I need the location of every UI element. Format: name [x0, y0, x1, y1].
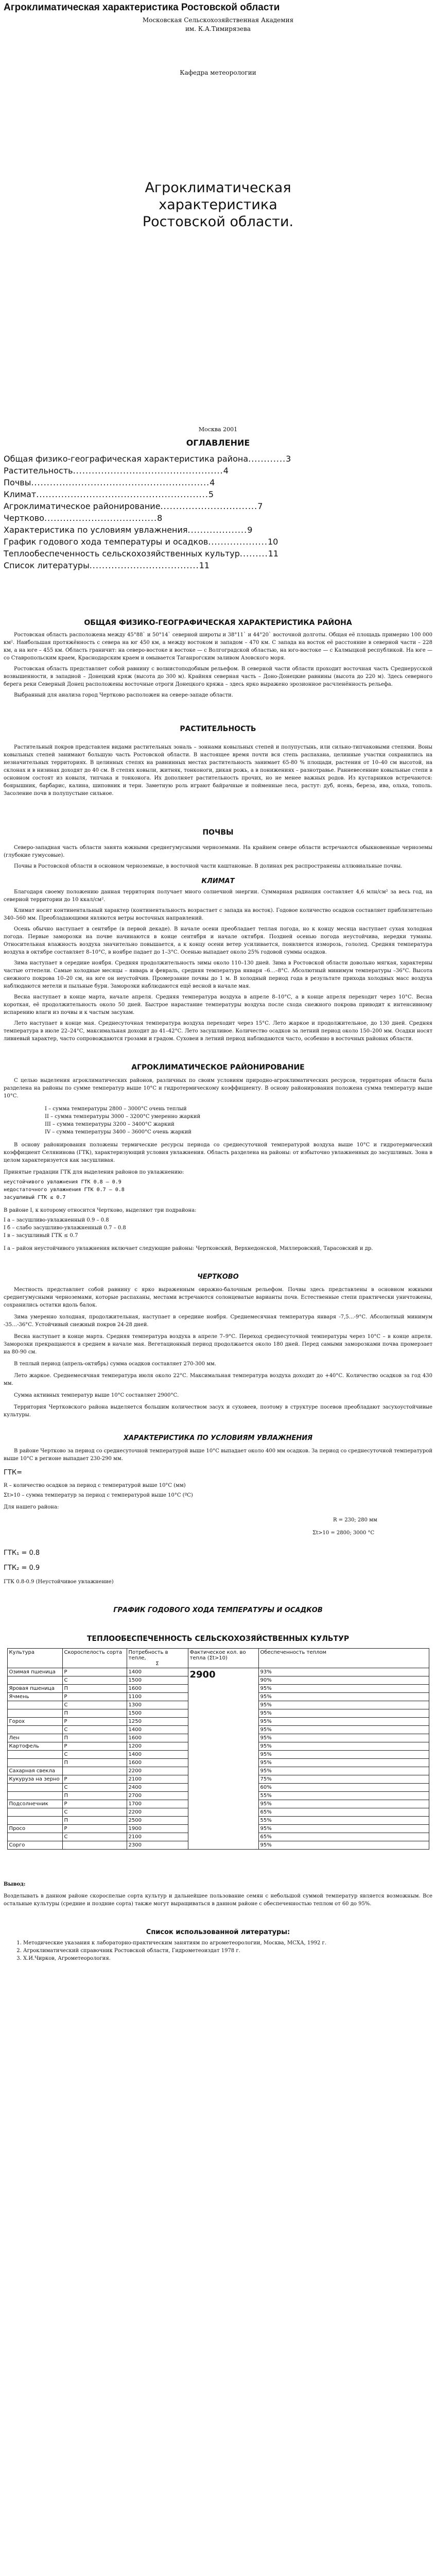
paragraph: ГТК 0.8-0.9 (Неустойчивое увлажнение)	[4, 1579, 114, 1585]
city-year: Москва 2001	[198, 426, 238, 433]
table-cell: П	[62, 1792, 127, 1800]
literature-item: 3. Х.И.Чирков, Агрометеорология.	[23, 1955, 432, 1962]
toc-item-dots: ................................................	[73, 466, 223, 476]
table-cell: 1600	[127, 1759, 188, 1767]
table-cell: П	[62, 1734, 127, 1742]
toc-item-page: 10	[267, 537, 278, 547]
toc-item-dots: .........	[239, 549, 268, 558]
table-cell: 1300	[127, 1701, 188, 1709]
table-cell	[7, 1701, 62, 1709]
literature-item: 2. Агроклиматический справочник Ростовской области, Гидрометеоиздат 1978 г.	[23, 1947, 432, 1955]
table-cell: 1200	[127, 1742, 188, 1751]
table-cell: 95%	[258, 1718, 429, 1726]
paragraph: Ростовская область расположена между 45°88` и 50°14` северной широты и 38°11` и 44°20` восточной долготы. Общая её площадь примерно 100 000 км². Наибольшая протяжённость с севера на юг 450 км, а между востоком и западом – 470 км. С запада на восток её расстояние в северной части – 228 км, а на юге – 455 км. Область граничит: на северо-востоке и востоке — с Волгоградской областью, на юго-востоке — с Калмыцкой республикой. На юге — со Ставропольским краем, Краснодарским краем и омывается Таганрогским заливом Азовского моря.	[4, 632, 432, 661]
section-title-heat-supply: ТЕПЛООБЕСПЕЧЕННОСТЬ СЕЛЬСКОХОЗЯЙСТВЕННЫХ КУЛЬТУР	[86, 1635, 350, 1643]
paragraph: I а – район неустойчивого увлажнения включает следующие районы: Чертковский, Верхнедонской, Миллеровский, Тарасовский и др.	[4, 1246, 373, 1251]
table-cell: Картофель	[7, 1742, 62, 1751]
table-cell: Р	[62, 1800, 127, 1808]
table-row	[7, 1668, 429, 1676]
table-cell: 95%	[258, 1734, 429, 1742]
table-cell: 2300	[127, 1841, 188, 1850]
paragraph: Растительный покров представлен видами растительных зональ – зоннами ковыльных степей и полупустынь, или сильно-типчаковыми степями. Воны ковыльных степей занимают большую часть Ростовской области. В настоящее время почти вся степь распахана, целинные участки сохранились на незначительных территориях. В целинных степях на равнинных местах растительность занимает 65-80 % площади, растения от 10–40 см высотой, на склонах и в низинах доходят до 40 см. В степях ковыли, житняк, тонконоги, дикая рожь, а в понижениях – разнотравье. Ранневесенние ковыльные степи в основном состоят из ковыля, типчака и тонконога. Их дополняет растительность прочих, но не менее важных родов. Из кустарников встречаются: боярышник, барбарис, калина, шиповник и терн. Заметную роль играют байрачные и пойменные леса, растут: дуб, ясень, береза, ива, ольха, тополь. Засоление почв в полупустыне сильное.	[4, 744, 432, 796]
table-cell: Р	[62, 1742, 127, 1751]
toc-item-page: 3	[286, 454, 291, 464]
section-title-soils: ПОЧВЫ	[202, 828, 234, 837]
column-header: Фактическое кол. во тепла (Σt>10)	[188, 1649, 258, 1668]
list-item: I б – слабо засушливо-увлажненный 0.7 – 0.8	[4, 1225, 126, 1231]
paragraph: Ростовская область представляет собой равнину с волнистоподобным рельефом. В северной части области проходит восточная часть Среднерусской возвышенности, в западной – Донецкий кряж (высота до 300 м). Крайняя северная часть – Доно-Донецкие равнины (высота до 220 м). Здесь северного берега реки Северный Донец расположены восточные отроги Донецкого кряжа – здесь ярко выражено эрозионное расчленённость рельефа.	[4, 666, 432, 687]
table-cell: С	[62, 1701, 127, 1709]
paragraph: Для нашего района:	[4, 1504, 59, 1510]
section-title-graph: ГРАФИК ГОДОВОГО ХОДА ТЕМПЕРАТУРЫ И ОСАДКОВ	[113, 1606, 323, 1614]
table-cell: 1600	[127, 1685, 188, 1693]
table-cell: 65%	[258, 1833, 429, 1841]
department-label: Кафедра метеорологии	[180, 69, 256, 76]
heat-supply-table	[7, 1648, 429, 1850]
toc-item-dots: ...................	[208, 537, 268, 547]
paragraph: Сумма активных температур выше 10°С составляет 2900°С.	[14, 1393, 179, 1398]
table-cell: 95%	[258, 1701, 429, 1709]
toc-item-text: Характеристика по условиям увлажнения	[4, 525, 188, 535]
zoning-conditions-list	[4, 1105, 432, 1136]
toc-item-text: Почвы	[4, 478, 31, 487]
table-cell: 95%	[258, 1841, 429, 1850]
table-cell: 95%	[258, 1726, 429, 1734]
table-cell	[7, 1751, 62, 1759]
section-title-zoning: АГРОКЛИМАТИЧЕСКОЕ РАЙОНИРОВАНИЕ	[131, 1063, 305, 1072]
paragraph: Местность представляет собой равнину с ярко выраженным овражно-балочным рельефом. Почвы здесь представлены в основном южными среднегумусными черноземами, которые распаханы, местами встречаются солонцеватые варианты почв. Естественные степи практически уничтожены, сохранились остатки вдоль балок.	[4, 1287, 432, 1308]
table-cell: 93%	[258, 1668, 429, 1676]
table-cell: П	[62, 1759, 127, 1767]
list-item: I в – засушливый ГТК ≤ 0.7	[4, 1233, 78, 1239]
table-cell: Р	[62, 1718, 127, 1726]
toc-item-dots: ....................................	[44, 513, 158, 523]
toc-item[interactable]	[4, 561, 432, 570]
table-cell: С	[62, 1726, 127, 1734]
table-cell: 95%	[258, 1825, 429, 1833]
toc-item-page: 11	[199, 561, 210, 570]
toc-item-page: 8	[157, 513, 163, 523]
section-title-vegetation: РАСТИТЕЛЬНОСТЬ	[180, 725, 256, 733]
list-item: недостаточного увлажнения ГТК 0.7 – 0.8	[4, 1187, 125, 1193]
org-line-1: Московская Сельскохозяйственная Академия	[142, 16, 294, 24]
actual-heat-cell: 2900	[188, 1668, 258, 1850]
table-cell: П	[62, 1685, 127, 1693]
table-cell	[62, 1767, 127, 1775]
conclusion-text: Возделывать в данном районе скороспелые сорта культур и дальнейшее пользование семян с небольшой суммой температур является возможным. Все остальные культуры (средние и поздние сорта) также могут выращиваться в данном районе с обеспеченностью теплом от 60 до 95%.	[4, 1893, 432, 1907]
paragraph: В основу районирования положены термические ресурсы периода со среднесуточной температурой воздуха выше 10°С и гидротермический коэффициент Селянинова (ГТК), характеризующий условия увлажнения. Область разделена на районы: от избыточно увлажненных до засушливых. Зона в целом характеризуется как засушливая.	[4, 1142, 432, 1163]
column-header-text: Потребность в тепле,	[128, 1650, 168, 1661]
list-item: засушливый ГТК ≤ 0.7	[4, 1195, 66, 1200]
table-cell: С	[62, 1784, 127, 1792]
paragraph: Северо-западная часть области занята южными среднегумусными черноземами. На крайнем севере области встречаются обыкновенные черноземы (глубокие гумусовые).	[4, 845, 432, 858]
table-cell: П	[62, 1709, 127, 1718]
toc-item-text: Растительность	[4, 466, 73, 476]
table-header-row	[7, 1649, 429, 1668]
toc-item-text: Климат	[4, 489, 37, 499]
literature-item: 1. Методические указания к лабораторно-практическим занятиям по агрометеорологии, Москва, МСХА, 1992 г.	[23, 1939, 432, 1947]
paragraph: Весна наступает в конце марта. Средняя температура воздуха в апреле 7–9°С. Переход среднесуточной температуры через 10°С – в конце апреля. Заморозки прекращаются в среднем в начале мая. Вегетационный период продолжается около 180 дней. Перед самыми заморозками почва промерзает на 80-90 см.	[4, 1334, 432, 1355]
toc-item-dots: ............	[248, 454, 286, 464]
table-cell: 1900	[127, 1825, 188, 1833]
column-header: Обеспеченность теплом	[258, 1649, 429, 1668]
table-cell: 1100	[127, 1693, 188, 1701]
table-cell: Подсолнечник	[7, 1800, 62, 1808]
paragraph: Лето жаркое. Среднемесячная температура июля около 22°С. Максимальная температура воздуха доходит до +40°С. Количество осадков за год 430 мм.	[4, 1373, 432, 1386]
toc-item-text: Агроклиматическое районирование	[4, 501, 161, 511]
table-cell: 1500	[127, 1676, 188, 1685]
toc-item-page: 5	[208, 489, 214, 499]
section-title-literature: Список использованной литературы:	[146, 1928, 290, 1936]
table-cell: 65%	[258, 1808, 429, 1817]
cover-title-line-1: Агроклиматическая	[145, 180, 291, 196]
table-cell	[7, 1833, 62, 1841]
table-cell: 2700	[127, 1792, 188, 1800]
table-cell: 1400	[127, 1726, 188, 1734]
table-cell: Р	[62, 1693, 127, 1701]
paragraph: Благодаря своему положению данная территория получает много солнечной энергии. Суммарная радиация составляет 4,6 млн/см² за весь год, на северной территории до 10 ккал/см².	[4, 889, 432, 903]
gtk-formula-label: ГТК=	[4, 1469, 22, 1477]
table-cell: 55%	[258, 1792, 429, 1800]
table-cell	[7, 1759, 62, 1767]
toc-item-dots: ...............................	[160, 501, 258, 511]
cover-title-line-2: характеристика	[159, 197, 277, 213]
table-cell: 2100	[127, 1833, 188, 1841]
toc-item-page: 11	[268, 549, 279, 558]
gtk-value-2: ГТК₂ = 0.9	[4, 1564, 40, 1572]
table-cell: С	[62, 1676, 127, 1685]
table-cell: 95%	[258, 1800, 429, 1808]
list-item: I а – засушливо-увлажненный 0.9 – 0.8	[4, 1217, 109, 1223]
table-cell: Р	[62, 1668, 127, 1676]
org-line-2: им. К.А.Тимирязева	[185, 25, 251, 32]
column-header	[127, 1649, 188, 1668]
toc-item-text: График годового хода температуры и осадков	[4, 537, 208, 547]
table-cell: Кукуруза на зерно	[7, 1775, 62, 1784]
table-cell	[7, 1726, 62, 1734]
table-cell: С	[62, 1833, 127, 1841]
paragraph: Лето наступает в конце мая. Среднесуточная температура воздуха переходит через 15°С. Лето жаркое и продолжительное, до 130 дней. Средняя температура в июле 22–24°С, максимальная доходит до 41–42°С. Лето засушливое. Количество осадков за летний период около 150–200 мм. Осадки носят ливневый характер, часто сопровождаются грозами и градом. Суховеи в летний период наблюдаются часто, особенно в восточных районах области.	[4, 1021, 432, 1042]
toc-item[interactable]	[4, 525, 432, 535]
list-item: неустойчивого увлажнения ГТК 0.8 – 0.9	[4, 1179, 121, 1185]
table-cell: Горох	[7, 1718, 62, 1726]
paragraph: Почвы в Ростовской области в основном черноземные, в восточной части каштановые. В долинах рек распространены аллювиальные почвы.	[14, 863, 403, 869]
table-cell: 1500	[127, 1709, 188, 1718]
list-item: IV – сумма температуры 3400 – 3600°С очень жаркий	[45, 1129, 191, 1135]
table-cell: Лен	[7, 1734, 62, 1742]
calc-line: Σt>10 = 2800; 3000 °С	[312, 1530, 375, 1536]
paragraph: Зима наступает в середине ноября. Средняя продолжительность зимы около 110–130 дней. Зима в Ростовской области довольно мягкая, характерны частые оттепели. Самые холодные месяцы – январь и февраль, средняя температура января –6…–8°С. Абсолютный минимум температуры –36°С. Высота снежного покрова 10–20 см, на юге он неустойчив. Промерзание почвы до 1 м. В холодный период года в результате прихода холодных масс воздуха наблюдаются метели и пыльные бури. Заморозки наблюдаются ещё весной в начале мая.	[4, 960, 432, 989]
toc-item-dots: .........................................................	[31, 478, 210, 487]
column-header-unit: Σ	[155, 1661, 159, 1667]
table-cell: Р	[62, 1825, 127, 1833]
table-cell: 55%	[258, 1817, 429, 1825]
table-cell: С	[62, 1808, 127, 1817]
list-item: II – сумма температуры 3000 – 3200°С умеренно жаркий	[45, 1114, 201, 1120]
paragraph: Территория Чертковского района выделяется большим количеством засух и суховеев, поэтому в структуре посевов преобладают засухоустойчивые культуры.	[4, 1404, 432, 1418]
table-cell: 2200	[127, 1767, 188, 1775]
toc-item[interactable]	[4, 537, 432, 547]
toc-item-dots: ...................................	[89, 561, 199, 570]
table-cell: Яровая пшеница	[7, 1685, 62, 1693]
toc-item-page: 7	[257, 501, 263, 511]
toc-item[interactable]	[4, 466, 432, 476]
table-cell: П	[62, 1817, 127, 1825]
section-title-geography: ОБЩАЯ ФИЗИКО-ГЕОГРАФИЧЕСКАЯ ХАРАКТЕРИСТИКА РАЙОНА	[84, 619, 352, 627]
toc-item-dots: .......................................................	[36, 489, 208, 499]
table-cell: Просо	[7, 1825, 62, 1833]
paragraph: Выбранный для анализа город Чертково расположен на севере-западе области.	[14, 692, 233, 698]
table-cell: 1600	[127, 1734, 188, 1742]
table-cell: 95%	[258, 1709, 429, 1718]
calc-line: R = 230; 280 мм	[333, 1517, 377, 1523]
table-cell: 95%	[258, 1685, 429, 1693]
table-cell	[7, 1784, 62, 1792]
list-item: III – сумма температуры 3200 – 3400°С жаркий	[45, 1122, 175, 1127]
table-cell	[7, 1792, 62, 1800]
table-cell: Р	[62, 1775, 127, 1784]
table-cell: 1250	[127, 1718, 188, 1726]
toc-item[interactable]	[4, 454, 432, 464]
section-title-climate: КЛИМАТ	[201, 877, 235, 885]
toc-item-page: 9	[247, 525, 253, 535]
table-cell: Ячмень	[7, 1693, 62, 1701]
table-cell: Озимая пшеница	[7, 1668, 62, 1676]
table-cell: 1400	[127, 1751, 188, 1759]
table-cell: 60%	[258, 1784, 429, 1792]
list-item: I – сумма температуры 2800 – 3000°С очень теплый	[45, 1106, 187, 1112]
table-cell: 95%	[258, 1693, 429, 1701]
paragraph: С целью выделения агроклиматических районов, различных по своим условиям природно-агроклиматических ресурсов, территория области была разделена на районы по сумме температур выше 10°С и гидротермическому коэффициенту. В основу районирования положена сумма температур выше 10°С.	[4, 1078, 432, 1099]
table-cell	[7, 1709, 62, 1718]
table-cell	[7, 1676, 62, 1685]
toc-title: ОГЛАВЛЕНИЕ	[186, 438, 250, 448]
table-cell	[7, 1817, 62, 1825]
paragraph: Зима умеренно холодная, продолжительная, наступает в середине ноября. Среднемесячная температура января -7,5…-9°С. Абсолютный минимум -35…-36°С. Устойчивый снежный покров 24-28 дней.	[4, 1314, 432, 1328]
paragraph: Климат носит континентальный характер (континентальность возрастает с запада на восток). Годовое количество осадков составляет приблизительно 340–560 мм. Преобладающими являются ветры восточных направлений.	[4, 908, 432, 921]
table-cell: 2200	[127, 1808, 188, 1817]
table-cell: 1700	[127, 1800, 188, 1808]
paragraph: В теплый период (апрель-октябрь) сумма осадков составляет 270-300 мм.	[14, 1361, 216, 1367]
toc-item-text: Теплообеспеченность сельскохозяйственных культур	[4, 549, 240, 558]
section-title-chertkovo: ЧЕРТКОВО	[197, 1273, 239, 1281]
toc-item-text: Общая физико-географическая характеристика района	[4, 454, 249, 464]
table-cell: 2100	[127, 1775, 188, 1784]
toc-item[interactable]	[4, 549, 432, 558]
table-cell	[62, 1841, 127, 1850]
paragraph: Осень обычно наступает в сентябре (в первой декаде). В начале осени преобладает теплая погода, но к концу месяца наступает сухая холодная погода. Первые заморозки на почве начинаются в конце сентября и начале октября. Поздней осенью погода неустойчива, нередки туманы. Относительная влажность воздуха значительно повышается, а к концу осени ветер усиливается, появляется изморозь, гололед. Средняя температура воздуха в октябре составляет 8–10°С, в ноябре падает до 1–3°С. Осенью выпадает около 25% годовой суммы осадков.	[4, 926, 432, 955]
literature-list	[4, 1939, 432, 1962]
toc-item[interactable]	[4, 501, 432, 511]
toc-item[interactable]	[4, 478, 432, 487]
table-cell: 95%	[258, 1759, 429, 1767]
gtk-value-1: ГТК₁ = 0.8	[4, 1549, 40, 1557]
table-cell: 2400	[127, 1784, 188, 1792]
toc-item-page: 4	[223, 466, 229, 476]
cover-title	[4, 179, 432, 230]
toc-item[interactable]	[4, 489, 432, 499]
cover-title-line-3: Ростовской области.	[142, 214, 294, 230]
toc-item-dots: ...................	[187, 525, 248, 535]
table-cell: 95%	[258, 1751, 429, 1759]
table-cell: Сорго	[7, 1841, 62, 1850]
table-cell: 2500	[127, 1817, 188, 1825]
table-cell: С	[62, 1751, 127, 1759]
paragraph: Σt>10 – сумма температур за период с температурой выше 10°С (ºС)	[4, 1493, 193, 1498]
table-cell: 90%	[258, 1676, 429, 1685]
table-of-contents	[4, 454, 432, 570]
column-header: Скороспелость сорта	[62, 1649, 127, 1668]
document-header-title: Агроклиматическая характеристика Ростовской области	[4, 2, 280, 13]
table-cell: 95%	[258, 1742, 429, 1751]
section-title-moisture: ХАРАКТЕРИСТИКА ПО УСЛОВИЯМ УВЛАЖНЕНИЯ	[123, 1434, 313, 1442]
paragraph: R – количество осадков за период с температурой выше 10°С (мм)	[4, 1483, 186, 1488]
paragraph: В районе I, к которому относится Чертково, выделяют три подрайона:	[4, 1208, 197, 1213]
conclusion-title: Вывод:	[4, 1882, 26, 1887]
toc-item-page: 4	[210, 478, 215, 487]
paragraph: В районе Чертково за период со среднесуточной температурой выше 10°С выпадает около 400 мм осадков. За период со среднесуточной температурой выше 10°С в регионе выпадает 230-290 мм.	[4, 1448, 432, 1462]
paragraph: Принятые градации ГТК для выделения районов по увлажнению:	[4, 1170, 184, 1175]
table-cell: 1400	[127, 1668, 188, 1676]
paragraph: Весна наступает в конце марта, начале апреля. Средняя температура воздуха в апреле 8–10°С, а в конце апреля переходит через 10°С. Весна короткая, её продолжительность около 50 дней. Быстрое нарастание температуры воздуха после схода снежного покрова приводит к интенсивному испарению влаги из почвы и к частым засухам.	[4, 994, 432, 1015]
table-cell: Сахарная свекла	[7, 1767, 62, 1775]
toc-item-text: Чертково	[4, 513, 44, 523]
table-cell: 75%	[258, 1775, 429, 1784]
table-cell	[7, 1808, 62, 1817]
table-cell: 95%	[258, 1767, 429, 1775]
column-header: Культура	[7, 1649, 62, 1668]
toc-item-text: Список литературы	[4, 561, 90, 570]
toc-item[interactable]	[4, 513, 432, 523]
